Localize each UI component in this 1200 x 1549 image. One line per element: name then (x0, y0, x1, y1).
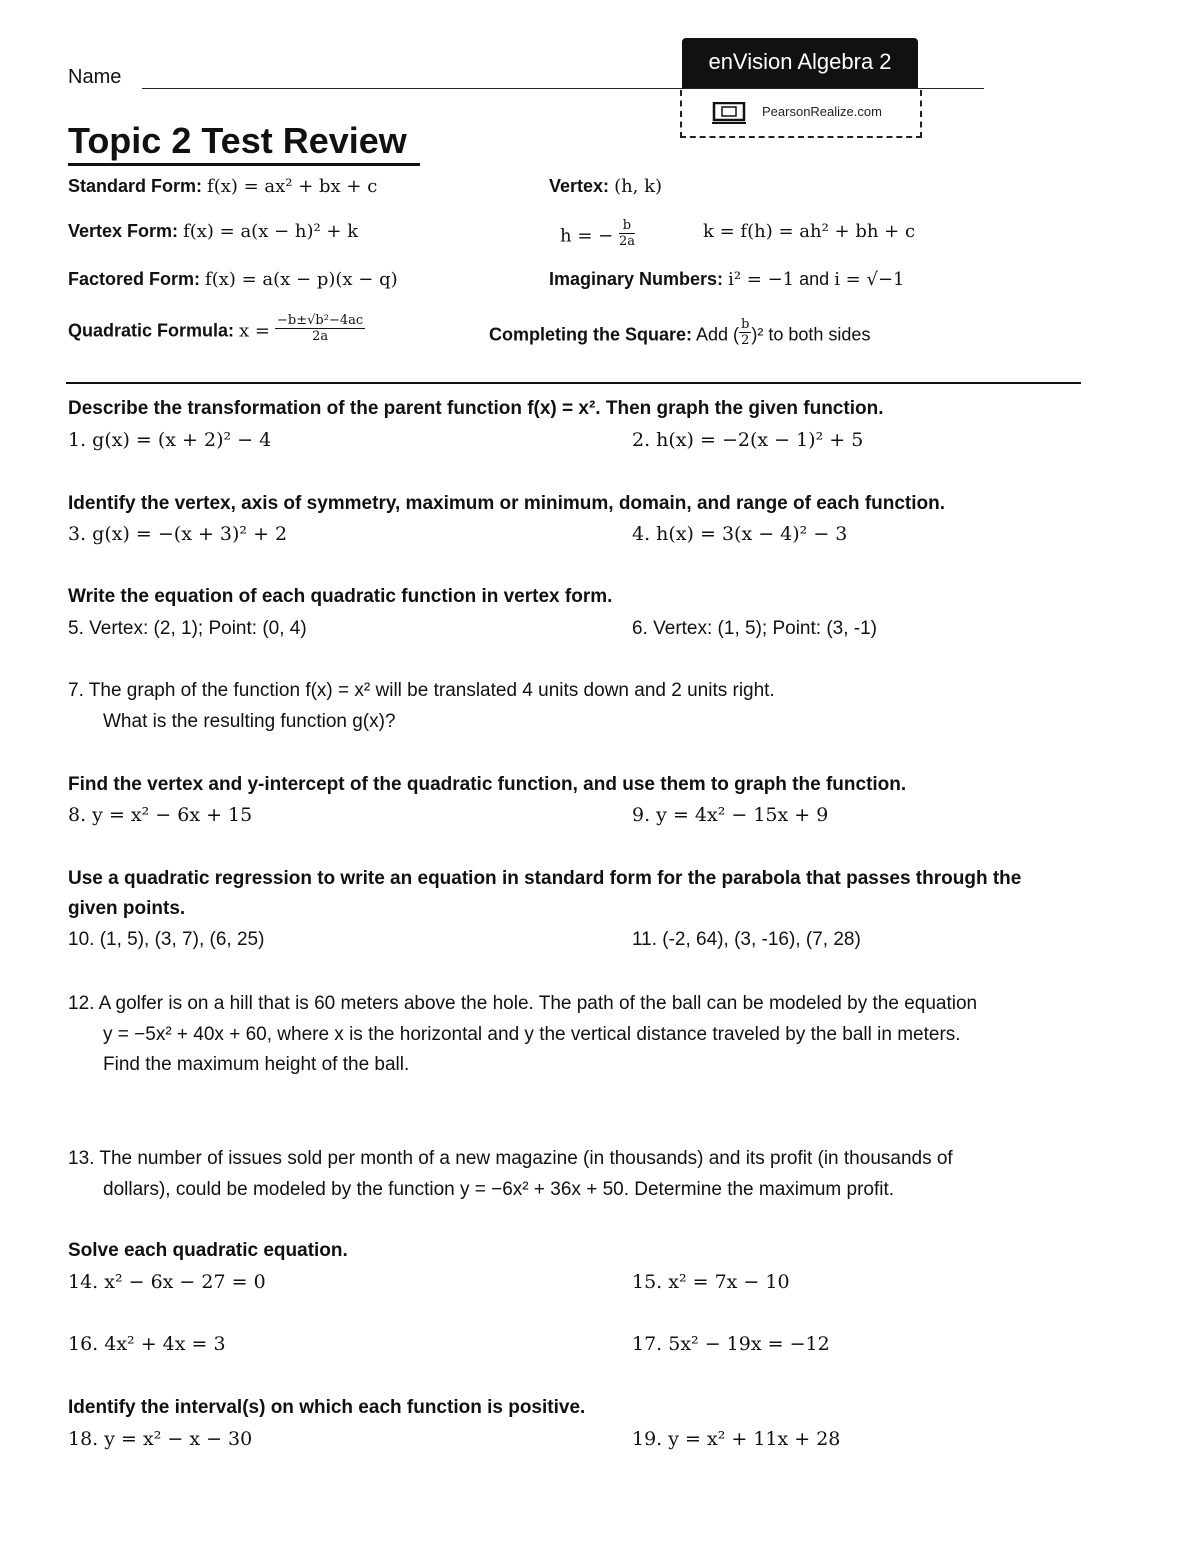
completing-add: Add ( (696, 324, 740, 345)
h-lhs: h = − (560, 225, 614, 247)
factored-form-row (68, 269, 398, 290)
quadratic-formula-fraction (275, 313, 365, 344)
imaginary-expr-1: i² = −1 (728, 269, 795, 290)
imaginary-row (549, 269, 905, 290)
completing-denominator: 2 (741, 333, 750, 348)
factored-form-expr: f(x) = a(x − p)(x − q) (205, 269, 398, 290)
problem-4: 4. h(x) = 3(x − 4)² − 3 (632, 523, 848, 545)
section-identify-vertex: Identify the vertex, axis of symmetry, maximum or minimum, domain, and range of each function. (68, 493, 946, 514)
name-line (142, 88, 984, 89)
quadratic-denominator: 2a (312, 329, 329, 344)
problem-13-line-2: dollars), could be modeled by the function y = −6x² + 36x + 50. Determine the maximum profit. (103, 1179, 895, 1200)
problem-9: 9. y = 4x² − 15x + 9 (632, 804, 829, 826)
standard-form-expr: f(x) = ax² + bx + c (207, 176, 378, 197)
brand-title: enVision Algebra 2 (708, 49, 892, 74)
vertex-row (549, 176, 662, 197)
quadratic-formula-row (68, 313, 365, 347)
problem-12-line-1: 12. A golfer is on a hill that is 60 meters above the hole. The path of the ball can be modeled by the equation (68, 993, 978, 1014)
problem-15: 15. x² = 7x − 10 (632, 1271, 790, 1293)
standard-form-row (68, 176, 377, 197)
brand-url: PearsonRealize.com (762, 104, 882, 119)
brand-url-box (680, 90, 922, 138)
problem-5: 5. Vertex: (2, 1); Point: (0, 4) (68, 618, 307, 639)
name-label: Name (68, 66, 122, 88)
section-solve: Solve each quadratic equation. (68, 1240, 348, 1261)
problem-12-line-3: Find the maximum height of the ball. (103, 1054, 410, 1075)
imaginary-expr-2: i = √−1 (834, 269, 905, 290)
problem-12-line-2: y = −5x² + 40x + 60, where x is the horizontal and y the vertical distance traveled by the ball in meters. (103, 1024, 961, 1045)
title-underline (68, 163, 420, 166)
imaginary-and: and (799, 269, 830, 289)
brand-badge (682, 38, 918, 88)
vertex-expr: (h, k) (614, 176, 663, 197)
imaginary-label: Imaginary Numbers: (549, 269, 724, 289)
quadratic-formula-lhs: x = (239, 320, 271, 342)
problem-8: 8. y = x² − 6x + 15 (68, 804, 253, 826)
section-intervals: Identify the interval(s) on which each function is positive. (68, 1397, 586, 1418)
completing-numerator: b (741, 317, 750, 332)
h-denominator: 2a (618, 234, 635, 249)
vertex-form-expr: f(x) = a(x − h)² + k (183, 221, 359, 242)
section-transformations: Describe the transformation of the parent function f(x) = x². Then graph the given function. (68, 398, 884, 419)
problem-3: 3. g(x) = −(x + 3)² + 2 (68, 523, 288, 545)
standard-form-label: Standard Form: (68, 176, 203, 196)
problem-6: 6. Vertex: (1, 5); Point: (3, -1) (632, 618, 877, 639)
page-title: Topic 2 Test Review (68, 120, 407, 161)
problem-19: 19. y = x² + 11x + 28 (632, 1428, 841, 1450)
quadratic-formula-label: Quadratic Formula: (68, 320, 235, 341)
problem-7-line-1: 7. The graph of the function f(x) = x² will be translated 4 units down and 2 units right. (68, 680, 775, 701)
section-vertex-form: Write the equation of each quadratic function in vertex form. (68, 586, 613, 607)
completing-fraction (739, 317, 751, 348)
problem-11: 11. (-2, 64), (3, -16), (7, 28) (632, 929, 861, 950)
completing-square-label: Completing the Square: (489, 324, 693, 345)
k-formula: k = f(h) = ah² + bh + c (703, 221, 916, 242)
completing-square-row (489, 317, 871, 351)
problem-18: 18. y = x² − x − 30 (68, 1428, 253, 1450)
vertex-form-label: Vertex Form: (68, 221, 179, 241)
h-formula (560, 218, 635, 252)
section-vertex-intercept: Find the vertex and y-intercept of the quadratic function, and use them to graph the function. (68, 774, 907, 795)
problem-17: 17. 5x² − 19x = −12 (632, 1333, 830, 1355)
vertex-label: Vertex: (549, 176, 610, 196)
problem-16: 16. 4x² + 4x = 3 (68, 1333, 226, 1355)
problem-13-line-1: 13. The number of issues sold per month of a new magazine (in thousands) and its profit (in thousands of (68, 1148, 953, 1169)
factored-form-label: Factored Form: (68, 269, 201, 289)
problem-14: 14. x² − 6x − 27 = 0 (68, 1271, 266, 1293)
vertex-form-row (68, 221, 358, 242)
completing-tail: )² to both sides (751, 324, 871, 345)
problem-7-line-2: What is the resulting function g(x)? (103, 711, 396, 732)
section-regression-line-1: Use a quadratic regression to write an equation in standard form for the parabola that passes through the (68, 868, 1022, 889)
h-fraction (619, 218, 635, 249)
quadratic-numerator: −b±√b²−4ac (277, 313, 364, 328)
h-numerator: b (619, 218, 635, 234)
problem-2: 2. h(x) = −2(x − 1)² + 5 (632, 429, 864, 451)
divider (66, 382, 1081, 384)
monitor-icon (712, 102, 746, 124)
section-regression-line-2: given points. (68, 898, 186, 919)
problem-1: 1. g(x) = (x + 2)² − 4 (68, 429, 272, 451)
problem-10: 10. (1, 5), (3, 7), (6, 25) (68, 929, 265, 950)
